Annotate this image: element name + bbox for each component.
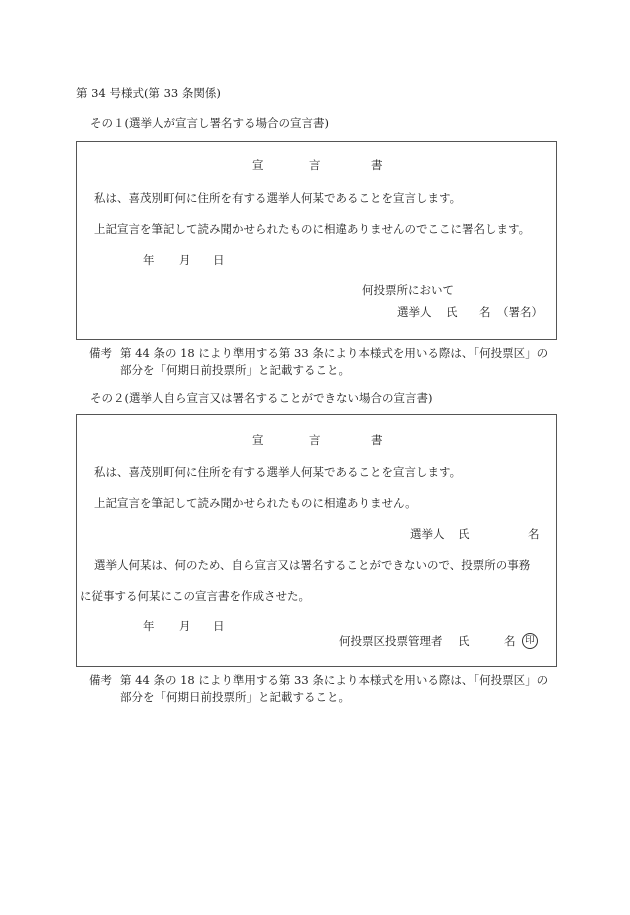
voter2-label: 選挙人 (410, 527, 445, 541)
date2-year-label: 年 (143, 619, 155, 633)
declaration-heading-2-char2: 言 (309, 433, 321, 447)
note2-line1: 第 44 条の 18 により準用する第 33 条により本様式を用いる際は、「何投票区」の (120, 673, 549, 687)
date-day-label: 日 (213, 253, 225, 267)
name-label-given: 名 (479, 305, 491, 319)
manager-label: 何投票区投票管理者 (339, 634, 443, 648)
date-month-label: 月 (179, 253, 191, 267)
note1-line2: 部分を「何期日前投票所」と記載すること。 (120, 363, 350, 377)
manager-name-surname: 氏 (458, 634, 470, 648)
declaration-heading-2-char3: 書 (371, 433, 383, 447)
date-year-label: 年 (143, 253, 155, 267)
declaration-text-2: 上記宣言を筆記して読み聞かせられたものに相違ありませんのでここに署名します。 (94, 222, 531, 236)
name-label-surname: 氏 (446, 305, 458, 319)
form-title: 第 34 号様式(第 33 条関係) (76, 86, 221, 100)
declaration-heading-1 (252, 158, 264, 172)
note2-label: 備考 (89, 673, 112, 687)
declaration-heading-1-char2: 言 (309, 158, 321, 172)
note2-line2: 部分を「何期日前投票所」と記載すること。 (120, 690, 350, 704)
heading-char: 宣 (252, 158, 264, 172)
note1-line1: 第 44 条の 18 により準用する第 33 条により本様式を用いる際は、「何投票区」の (120, 346, 549, 360)
name2-label-surname: 氏 (458, 527, 470, 541)
voter-label: 選挙人 (397, 305, 432, 319)
declaration-heading-1-char3: 書 (371, 158, 383, 172)
note1-label: 備考 (89, 346, 112, 360)
declaration-text-1: 私は、喜茂別町何に住所を有する選挙人何某であることを宣言します。 (94, 191, 462, 205)
signature-note: （署名） (497, 305, 543, 319)
declaration2-text-4: に従事する何某にこの宣言書を作成させた。 (80, 589, 310, 603)
declaration2-text-1: 私は、喜茂別町何に住所を有する選挙人何某であることを宣言します。 (94, 465, 462, 479)
manager-name-given: 名 (504, 634, 516, 648)
declaration2-text-2: 上記宣言を筆記して読み聞かせられたものに相違ありません。 (94, 496, 417, 510)
seal-icon: 印 (522, 633, 538, 649)
name2-label-given: 名 (528, 527, 540, 541)
declaration-heading-2-char1: 宣 (252, 433, 264, 447)
date2-day-label: 日 (213, 619, 225, 633)
date2-month-label: 月 (179, 619, 191, 633)
section1-caption: その１(選挙人が宣言し署名する場合の宣言書) (90, 116, 329, 130)
declaration2-text-3: 選挙人何某は、何のため、自ら宣言又は署名することができないので、投票所の事務 (94, 558, 531, 572)
polling-place-label: 何投票所において (362, 283, 454, 297)
section2-caption: その２(選挙人自ら宣言又は署名することができない場合の宣言書) (90, 391, 433, 405)
